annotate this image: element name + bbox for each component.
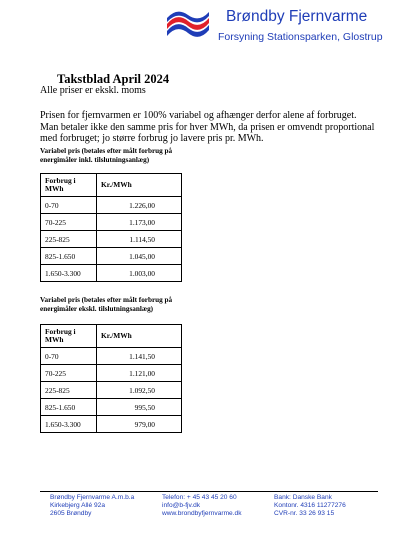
footer-phone: Telefon: + 45 43 45 20 60 bbox=[162, 494, 237, 501]
intro-paragraph-2: Man betaler ikke den samme pris for hver MWh, da prisen er omvendt proportional med forbruget; jo større forbrug jo lavere pris pr. MWh. bbox=[40, 121, 375, 144]
range-cell: 225-825 bbox=[41, 382, 97, 399]
table-2-caption-line-2: energimåler ekskl. tilslutningsanlæg) bbox=[40, 305, 154, 313]
table-row bbox=[41, 248, 182, 265]
table-row bbox=[41, 365, 182, 382]
footer-account: Kontonr. 4316 11277276 bbox=[274, 502, 346, 510]
table-row bbox=[41, 231, 182, 248]
range-cell: 0-70 bbox=[41, 197, 97, 214]
table-row bbox=[41, 214, 182, 231]
price-cell: 995,50 bbox=[97, 399, 182, 416]
table-row bbox=[41, 416, 182, 433]
company-subtitle: Forsyning Stationsparken, Glostrup bbox=[218, 31, 383, 43]
price-cell: 1.226,00 bbox=[97, 197, 182, 214]
table-1-caption bbox=[40, 147, 172, 165]
table-row bbox=[41, 382, 182, 399]
table-2-caption bbox=[40, 296, 172, 314]
col-header-price: Kr./MWh bbox=[97, 325, 182, 348]
footer-divider bbox=[40, 491, 378, 492]
col-header-consumption: Forbrug i MWh bbox=[41, 174, 97, 197]
range-cell: 1.650-3.300 bbox=[41, 416, 97, 433]
company-name: Brøndby Fjernvarme bbox=[226, 8, 368, 25]
footer-contact bbox=[162, 494, 242, 519]
table-row bbox=[41, 265, 182, 282]
intro-paragraph-1: Prisen for fjernvarmen er 100% variabel og afhænger derfor alene af forbruget. bbox=[40, 110, 357, 121]
table-row bbox=[41, 348, 182, 365]
col-header-consumption: Forbrug i MWh bbox=[41, 325, 97, 348]
price-table-incl bbox=[40, 173, 182, 282]
footer-bank-name: Bank: Danske Bank bbox=[274, 494, 332, 501]
footer-website[interactable]: www.brondbyfjernvarme.dk bbox=[162, 510, 242, 518]
footer-email[interactable]: info@b-fjv.dk bbox=[162, 502, 201, 510]
footer-address bbox=[50, 494, 134, 519]
range-cell: 825-1.650 bbox=[41, 248, 97, 265]
footer-bank bbox=[274, 494, 346, 519]
table-row bbox=[41, 399, 182, 416]
footer-cvr: CVR-nr. 33 26 93 15 bbox=[274, 510, 335, 518]
table-header-row bbox=[41, 174, 182, 197]
range-cell: 70-225 bbox=[41, 365, 97, 382]
price-cell: 1.003,00 bbox=[97, 265, 182, 282]
footer-street: Kirkebjerg Allé 92a bbox=[50, 502, 105, 510]
range-cell: 1.650-3.300 bbox=[41, 265, 97, 282]
table-row bbox=[41, 197, 182, 214]
page-title: Takstblad April 2024 bbox=[57, 72, 170, 86]
intro-text bbox=[40, 110, 380, 145]
range-cell: 70-225 bbox=[41, 214, 97, 231]
price-cell: 1.114,50 bbox=[97, 231, 182, 248]
vat-note: Alle priser er ekskl. moms bbox=[40, 85, 146, 96]
price-cell: 1.141,50 bbox=[97, 348, 182, 365]
col-header-price: Kr./MWh bbox=[97, 174, 182, 197]
table-1-caption-line-1: Variabel pris (betales efter målt forbrug på bbox=[40, 147, 173, 155]
price-cell: 1.121,00 bbox=[97, 365, 182, 382]
footer-city: 2605 Brøndby bbox=[50, 510, 92, 518]
footer-company: Brøndby Fjernvarme A.m.b.a bbox=[50, 494, 135, 501]
table-1-caption-line-2: energimåler inkl. tilslutningsanlæg) bbox=[40, 156, 150, 164]
range-cell: 0-70 bbox=[41, 348, 97, 365]
price-cell: 1.092,50 bbox=[97, 382, 182, 399]
price-cell: 979,00 bbox=[97, 416, 182, 433]
table-2-caption-line-1: Variabel pris (betales efter målt forbrug på bbox=[40, 296, 173, 304]
range-cell: 225-825 bbox=[41, 231, 97, 248]
price-cell: 1.173,00 bbox=[97, 214, 182, 231]
price-cell: 1.045,00 bbox=[97, 248, 182, 265]
company-logo bbox=[165, 10, 211, 40]
range-cell: 825-1.650 bbox=[41, 399, 97, 416]
price-table-excl bbox=[40, 324, 182, 433]
table-header-row bbox=[41, 325, 182, 348]
